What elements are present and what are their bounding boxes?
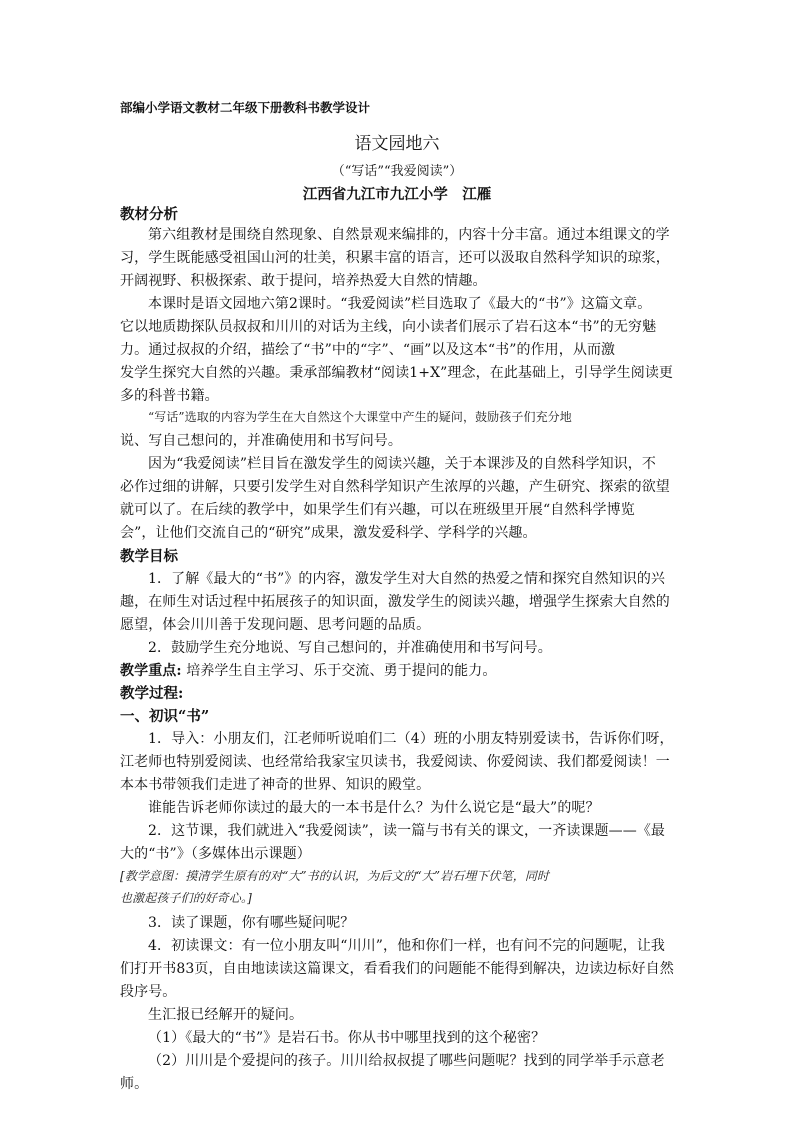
paragraph-line: 习，学生既能感受祖国山河的壮美，积累丰富的语言，还可以汲取自然科学知识的琼浆， (120, 250, 670, 266)
paragraph-line: 1．了解《最大的“书”》的内容，激发学生对大自然的热爱之情和探究自然知识的兴 (148, 571, 666, 587)
paragraph-line: 3．读了课题，你有哪些疑问呢？ (148, 915, 355, 931)
section-heading-part1: 一、初识“书” (120, 708, 210, 725)
section-heading-process: 教学过程: (120, 685, 184, 702)
paragraph-line: （1）《最大的“书”》是岩石书。你从书中哪里找到的这个秘密？ (148, 1030, 546, 1046)
teaching-intent-note: [教学意图：摸清学生原有的对“大”书的认识，为后文的“大”岩石埋下伏笔，同时 (120, 869, 550, 883)
paragraph-line: 说、写自己想问的，并准确使用和书写问号。 (120, 433, 402, 449)
paragraph-line: 会”，让他们交流自己的“研究”成果，激发爱科学、学科学的兴趣。 (120, 525, 537, 541)
lesson-title: 语文园地六 (354, 134, 440, 154)
paragraph-line: 段序号。 (120, 984, 177, 1000)
paragraph-line: 本本书带领我们走进了神奇的世界、知识的殿堂。 (120, 777, 431, 793)
paragraph-line: 本课时是语文园地六第2课时。“我爱阅读”栏目选取了《最大的“书”》这篇文章。 (148, 296, 652, 312)
paragraph-line: 趣，在师生对话过程中拓展孩子的知识面，激发学生的阅读兴趣，增强学生探索大自然的 (120, 594, 670, 610)
paragraph-line: 愿望，体会川川善于发现问题、思考问题的品质。 (120, 617, 431, 633)
paragraph-line: 多的科普书籍。 (120, 388, 219, 404)
paragraph-line: 发学生探究大自然的兴趣。秉承部编教材“阅读1+X”理念，在此基础上，引导学生阅读更 (120, 365, 674, 381)
paragraph-line: 们打开书83页，自由地读读这篇课文，看看我们的问题能不能得到解决，边读边标好自然 (120, 961, 674, 977)
paragraph-line: 开阔视野、积极探索、敢于提问，培养热爱大自然的情趣。 (120, 273, 487, 289)
paragraph-line: 它以地质勘探队员叔叔和川川的对话为主线，向小读者们展示了岩石这本“书”的无穷魅 (120, 319, 657, 335)
paragraph-line: 谁能告诉老师你读过的最大的一本书是什么？为什么说它是“最大”的呢？ (148, 800, 600, 816)
paragraph-line: （2）川川是个爱提问的孩子。川川给叔叔提了哪些问题呢？找到的同学举手示意老 (148, 1053, 665, 1069)
paragraph-line: “写话”选取的内容为学生在大自然这个大课堂中产生的疑问，鼓励孩子们充分地 (148, 410, 572, 424)
paragraph-line: 2．鼓励学生充分地说、写自己想问的，并准确使用和书写问号。 (148, 640, 552, 656)
key-point-text: 培养学生自主学习、乐于交流、勇于提问的能力。 (181, 663, 497, 679)
document-header: 部编小学语文教材二年级下册教科书教学设计 (120, 100, 371, 115)
paragraph-line: 因为“我爱阅读”栏目旨在激发学生的阅读兴趣，关于本课涉及的自然科学知识，不 (148, 456, 657, 472)
paragraph-line: 力。通过叔叔的介绍，描绘了“书”中的“字”、“画”以及这本“书”的作用，从而激 (120, 342, 616, 358)
paragraph-line: 2．这节课，我们就进入“我爱阅读”，读一篇与书有关的课文，一齐读课题——《最 (148, 823, 666, 839)
paragraph-line: 生汇报已经解开的疑问。 (148, 1007, 304, 1023)
paragraph-line: 师。 (120, 1076, 149, 1092)
paragraph-line: 大的“书”》（多媒体出示课题） (120, 846, 311, 862)
section-heading-goals: 教学目标 (120, 548, 178, 565)
paragraph-line: 江老师也特别爱阅读、也经常给我家宝贝读书，我爱阅读、你爱阅读、我们都爱阅读！一 (120, 754, 670, 770)
paragraph-line: 就可以了。在后续的教学中，如果学生们有兴趣，可以在班级里开展“自然科学博览 (120, 502, 635, 518)
paragraph-line: 4．初读课文：有一位小朋友叫“川川”，他和你们一样，也有问不完的问题呢，让我 (148, 938, 666, 954)
section-heading-analysis: 教材分析 (120, 206, 178, 223)
paragraph-line: 1．导入：小朋友们，江老师听说咱们二（4）班的小朋友特别爱读书，告诉你们呀， (148, 731, 674, 747)
key-point-label: 教学重点: (120, 663, 182, 679)
teaching-intent-note: 也激起孩子们的好奇心。] (120, 891, 252, 905)
author-line: 江西省九江市九江小学 江雁 (302, 186, 492, 203)
paragraph-line: 第六组教材是围绕自然现象、自然景观来编排的，内容十分丰富。通过本组课文的学 (148, 227, 670, 243)
paragraph-line: 必作过细的讲解，只要引发学生对自然科学知识产生浓厚的兴趣，产生研究、探索的欲望 (120, 479, 670, 495)
lesson-subtitle: （“写话”“我爱阅读”） (331, 164, 463, 179)
key-point-line (120, 660, 496, 680)
